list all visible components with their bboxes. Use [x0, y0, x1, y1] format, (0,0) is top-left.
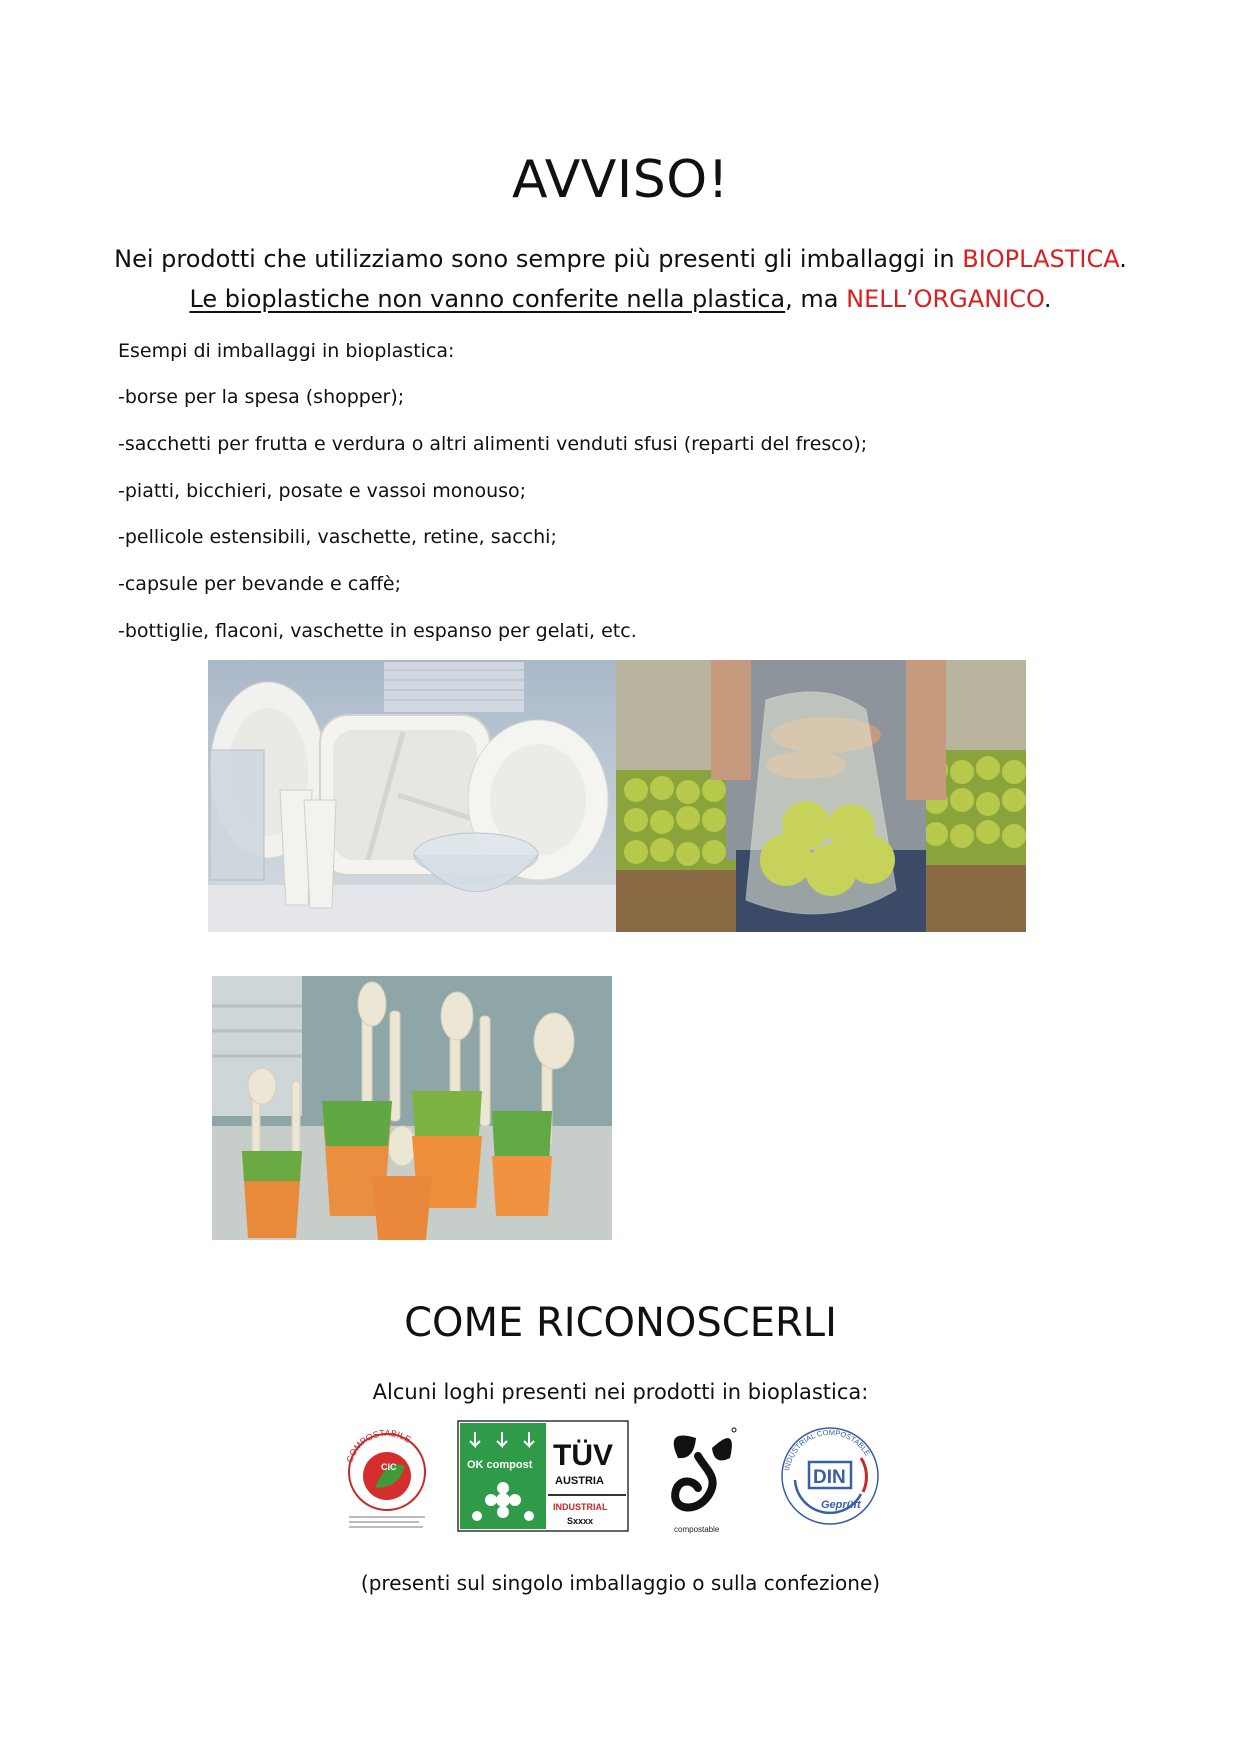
seedling-compostable-logo	[650, 1418, 750, 1536]
ok-compost-text: OK compost	[467, 1459, 533, 1471]
compostable-label: compostable	[674, 1525, 720, 1534]
bioplastica-highlight: BIOPLASTICA	[962, 245, 1120, 273]
industrial-text: INDUSTRIAL	[553, 1502, 608, 1512]
cic-center-text: CIC	[381, 1462, 397, 1472]
cic-compostabile-logo	[341, 1420, 433, 1538]
list-item: -capsule per bevande e caffè;	[118, 573, 402, 595]
organico-highlight: NELL’ORGANICO	[846, 285, 1044, 313]
list-item: -piatti, bicchieri, posate e vassoi monouso;	[118, 480, 527, 502]
intro-text: Nei prodotti che utilizziamo sono sempre più presenti gli imballaggi in	[114, 245, 963, 273]
din-text: DIN	[813, 1467, 846, 1488]
list-item: -pellicole estensibili, vaschette, retine, sacchi;	[118, 526, 557, 548]
intro-text: , ma	[785, 285, 847, 313]
page-title: AVVISO!	[511, 150, 729, 210]
cutlery-cups-photo	[212, 976, 612, 1240]
din-geprueft-logo	[775, 1418, 885, 1530]
tableware-photo	[208, 660, 616, 932]
logos-caption: Alcuni loghi presenti nei prodotti in bioplastica:	[372, 1380, 869, 1404]
list-item: -bottiglie, flaconi, vaschette in espanso per gelati, etc.	[118, 620, 637, 642]
intro-punct: .	[1119, 245, 1127, 273]
intro-punct: .	[1043, 285, 1052, 313]
examples-heading: Esempi di imballaggi in bioplastica:	[118, 340, 455, 362]
footnote: (presenti sul singolo imballaggio o sulla confezione)	[360, 1571, 881, 1595]
cic-ring-text: COMPOSTABILE	[344, 1427, 413, 1464]
list-item: -borse per la spesa (shopper);	[118, 386, 405, 408]
underlined-warning: Le bioplastiche non vanno conferite nella plastica	[189, 285, 786, 313]
list-item: -sacchetti per frutta e verdura o altri alimenti venduti sfusi (reparti del fresco);	[118, 433, 868, 455]
austria-text: AUSTRIA	[555, 1475, 604, 1487]
intro-line-1	[0, 245, 1241, 274]
din-ring-text: INDUSTRIAL COMPOSTABLE	[782, 1427, 873, 1472]
fruit-bag-photo	[616, 660, 1026, 932]
tuv-text: TÜV	[553, 1439, 613, 1472]
ok-compost-tuv-logo	[457, 1420, 629, 1532]
intro-line-2	[0, 285, 1241, 314]
section-title: COME RICONOSCERLI	[404, 1300, 837, 1346]
geprueft-text: Geprüft	[821, 1499, 861, 1511]
code-text: Sxxxx	[567, 1516, 594, 1526]
